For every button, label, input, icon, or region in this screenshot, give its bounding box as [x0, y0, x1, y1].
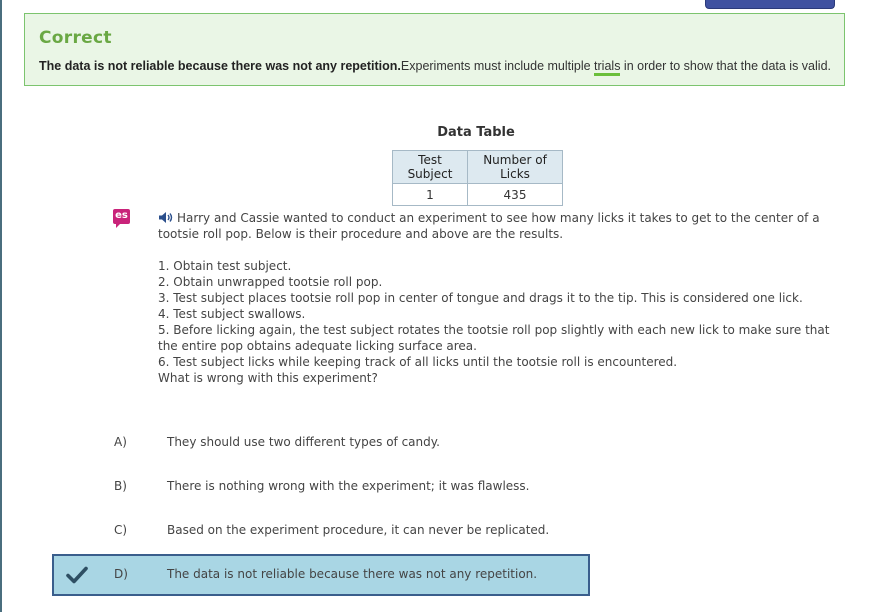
top-submit-button[interactable]: [705, 0, 835, 9]
question-prompt: What is wrong with this experiment?: [158, 371, 378, 385]
choice-letter: C): [114, 523, 128, 537]
data-table-title: Data Table: [437, 125, 515, 140]
choice-text: Based on the experiment procedure, it can never be replicated.: [167, 523, 550, 537]
choice-text: They should use two different types of candy.: [167, 435, 440, 449]
speaker-icon[interactable]: [158, 211, 174, 224]
feedback-title: Correct: [39, 28, 112, 48]
answer-choice-c[interactable]: [52, 510, 590, 552]
feedback-bold-text: The data is not reliable because there was not any repetition.: [39, 59, 401, 73]
list-item: 4. Test subject swallows.: [158, 307, 306, 321]
list-item: 5. Before licking again, the test subject rotates the tootsie roll pop slightly with each new lick to make sure that the entire pop obtains adequate licking surface area.: [158, 323, 830, 353]
question-intro: Harry and Cassie wanted to conduct an experiment to see how many licks it takes to get to the center of a tootsie roll pop. Below is their procedure and above are the results.: [158, 211, 820, 241]
feedback-panel: [24, 13, 845, 86]
data-table: [392, 150, 563, 206]
checkmark-icon: [66, 566, 88, 584]
choice-text: There is nothing wrong with the experiment; it was flawless.: [167, 479, 530, 493]
choice-letter: B): [114, 479, 127, 493]
choice-letter: A): [114, 435, 127, 449]
list-item: 1. Obtain test subject.: [158, 259, 292, 273]
feedback-text-after: in order to show that the data is valid.: [620, 59, 831, 73]
procedure-steps: [158, 258, 848, 370]
trials-glossary-link[interactable]: trials: [594, 59, 620, 76]
feedback-message: [39, 59, 831, 73]
choice-text: The data is not reliable because there was not any repetition.: [167, 567, 538, 581]
feedback-text-before: Experiments must include multiple: [400, 59, 595, 73]
list-item: 3. Test subject places tootsie roll pop in center of tongue and drags it to the tip. This is considered one lick.: [158, 291, 803, 305]
answer-choice-b[interactable]: [52, 466, 590, 508]
spanish-translation-icon[interactable]: es: [113, 209, 130, 224]
cell-number-of-licks: 435: [468, 184, 563, 206]
list-item: 2. Obtain unwrapped tootsie roll pop.: [158, 275, 383, 289]
answer-choice-d[interactable]: [52, 554, 590, 596]
list-item: 6. Test subject licks while keeping track of all licks until the tootsie roll is encountered.: [158, 355, 678, 369]
header-number-of-licks: Number of Licks: [468, 151, 563, 184]
choice-letter: D): [114, 567, 128, 581]
question-body: [158, 210, 848, 386]
header-test-subject: Test Subject: [393, 151, 468, 184]
data-table-header-row: [393, 151, 563, 184]
table-row: [393, 184, 563, 206]
answer-choice-a[interactable]: [52, 422, 590, 464]
left-edge-bar: [0, 0, 2, 612]
cell-test-subject: 1: [393, 184, 468, 206]
